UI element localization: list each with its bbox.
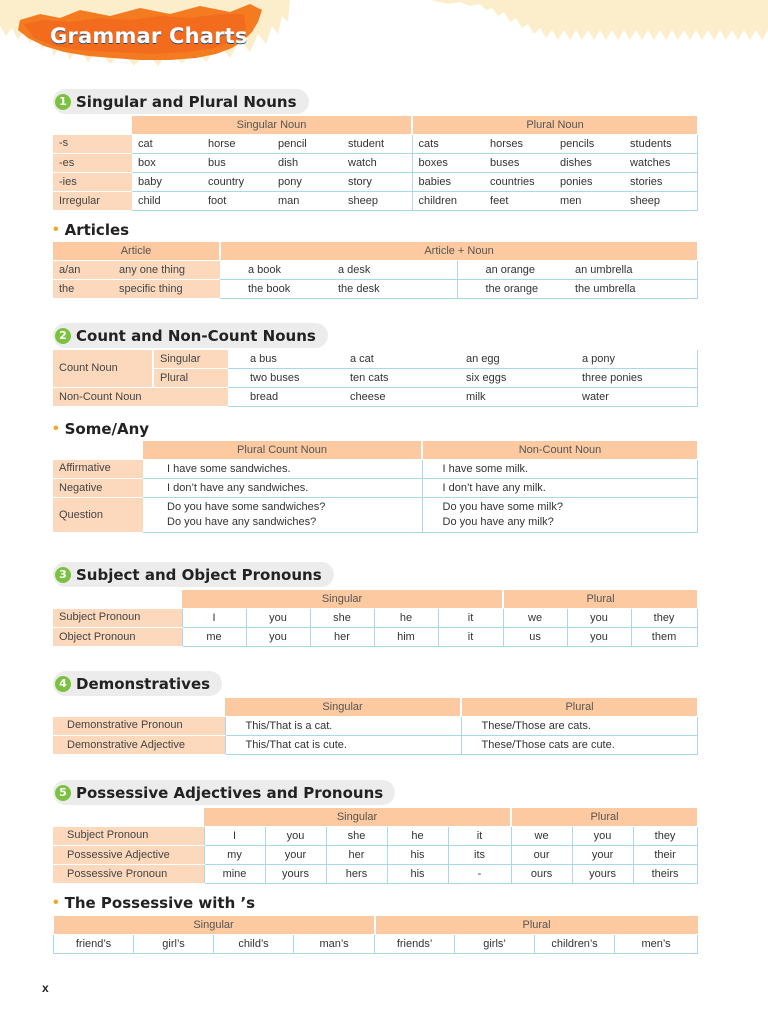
- table-cell: yours: [265, 865, 326, 884]
- table-cell: a bus: [228, 350, 344, 369]
- table-cell: I: [182, 609, 246, 628]
- section-number-badge: 2: [55, 328, 71, 344]
- row-label: Count Noun: [53, 350, 153, 388]
- header-plural: Plural: [503, 590, 697, 609]
- table-cell: you: [246, 609, 310, 628]
- table-cell: the orange: [457, 280, 569, 299]
- table-cell: a cat: [344, 350, 460, 369]
- table-cell: -: [448, 865, 511, 884]
- table-cell: you: [567, 628, 631, 647]
- row-label: -s: [53, 135, 132, 154]
- table-row: [53, 350, 697, 369]
- table-cell: an egg: [460, 350, 576, 369]
- table-cell: the book: [220, 280, 332, 299]
- table-cell: three ponies: [576, 369, 697, 388]
- table-cell: dishes: [554, 154, 624, 173]
- row-label: Demonstrative Adjective: [53, 736, 225, 755]
- table-cell: foot: [202, 192, 272, 211]
- articles-table: [53, 242, 698, 299]
- table-cell: babies: [412, 173, 484, 192]
- demonstratives-table: [53, 698, 698, 755]
- section-number-badge: 5: [55, 785, 71, 801]
- section-heading: [53, 89, 309, 114]
- table-cell: the desk: [332, 280, 457, 299]
- table-cell: These/Those cats are cute.: [461, 736, 697, 755]
- section-title: Singular and Plural Nouns: [76, 92, 297, 111]
- table-cell: stories: [624, 173, 697, 192]
- table-cell: it: [438, 609, 503, 628]
- row-label: -es: [53, 154, 132, 173]
- section-possessive-adjectives-pronouns: [53, 780, 395, 805]
- table-cell: him: [374, 628, 438, 647]
- table-cell: pencil: [272, 135, 342, 154]
- section-number-badge: 4: [55, 676, 71, 692]
- table-cell: ponies: [554, 173, 624, 192]
- table-cell: milk: [460, 388, 576, 407]
- header-plural: Plural: [375, 916, 698, 935]
- table-cell: his: [387, 865, 448, 884]
- table-cell: men: [554, 192, 624, 211]
- table-cell: they: [633, 827, 697, 846]
- section-title: Possessive Adjectives and Pronouns: [76, 783, 384, 802]
- table-row: [53, 736, 697, 755]
- row-description: specific thing: [113, 280, 220, 299]
- table-cell: [422, 498, 697, 533]
- table-cell: we: [511, 827, 572, 846]
- row-label: the: [53, 280, 113, 299]
- table-cell: an umbrella: [569, 261, 697, 280]
- table-cell: child’s: [214, 935, 294, 954]
- subsection-title: Some/Any: [64, 420, 150, 438]
- possessive-table: [53, 808, 698, 884]
- some-any-table: [53, 441, 698, 533]
- header-singular: Singular: [182, 590, 503, 609]
- table-cell: pony: [272, 173, 342, 192]
- table-cell: child: [132, 192, 202, 211]
- table-cell: me: [182, 628, 246, 647]
- header-singular: Singular: [54, 916, 375, 935]
- header-article: Article: [53, 242, 220, 261]
- section-heading: [53, 323, 328, 348]
- table-cell: children’s: [535, 935, 615, 954]
- table-cell: yours: [572, 865, 633, 884]
- section-heading: [53, 671, 222, 696]
- table-row: [53, 609, 697, 628]
- table-row: [53, 388, 697, 407]
- row-label: Irregular: [53, 192, 132, 211]
- table-cell: I have some milk.: [422, 460, 697, 479]
- table-cell: we: [503, 609, 567, 628]
- row-label: Negative: [53, 479, 143, 498]
- table-cell: they: [631, 609, 697, 628]
- subsection-some-any: [53, 418, 149, 440]
- table-row: [53, 154, 697, 173]
- table-cell: it: [438, 628, 503, 647]
- table-cell: girls’: [455, 935, 535, 954]
- row-label: Affirmative: [53, 460, 143, 479]
- table-cell: cheese: [344, 388, 460, 407]
- table-cell: dish: [272, 154, 342, 173]
- bullet-icon: •: [53, 894, 59, 911]
- row-label: Possessive Pronoun: [53, 865, 204, 884]
- table-row: [53, 498, 697, 533]
- table-cell: water: [576, 388, 697, 407]
- table-cell: country: [202, 173, 272, 192]
- section-heading: [53, 780, 395, 805]
- table-cell: story: [342, 173, 412, 192]
- table-cell: two buses: [228, 369, 344, 388]
- subsection-articles: [53, 219, 129, 241]
- table-cell: your: [265, 846, 326, 865]
- table-cell: men’s: [615, 935, 698, 954]
- row-label: -ies: [53, 173, 132, 192]
- header-plural-noun: Plural Noun: [412, 116, 697, 135]
- table-cell: it: [448, 827, 511, 846]
- table-cell: ours: [511, 865, 572, 884]
- bullet-icon: •: [53, 221, 59, 238]
- table-row: [53, 261, 697, 280]
- table-cell: I: [204, 827, 265, 846]
- table-cell: them: [631, 628, 697, 647]
- row-description: any one thing: [113, 261, 220, 280]
- table-cell: bus: [202, 154, 272, 173]
- section-title: Demonstratives: [76, 674, 211, 693]
- table-cell: I have some sandwiches.: [143, 460, 422, 479]
- table-cell: friends’: [375, 935, 455, 954]
- table-cell: us: [503, 628, 567, 647]
- bullet-icon: •: [53, 420, 59, 437]
- table-cell: he: [374, 609, 438, 628]
- table-row: [53, 865, 697, 884]
- table-row: [53, 173, 697, 192]
- header-plural-count-noun: Plural Count Noun: [143, 441, 422, 460]
- table-cell: These/Those are cats.: [461, 717, 697, 736]
- table-row: [53, 135, 697, 154]
- table-cell: watch: [342, 154, 412, 173]
- table-cell: cat: [132, 135, 202, 154]
- table-cell: girl’s: [134, 935, 214, 954]
- table-cell: she: [310, 609, 374, 628]
- section-demonstratives: [53, 671, 222, 696]
- row-sublabel: Plural: [153, 369, 228, 388]
- section-number-badge: 3: [55, 567, 71, 583]
- table-cell: countries: [484, 173, 554, 192]
- row-label: Non-Count Noun: [53, 388, 228, 407]
- table-cell: ten cats: [344, 369, 460, 388]
- table-cell: a pony: [576, 350, 697, 369]
- table-cell: hers: [326, 865, 387, 884]
- table-cell: you: [572, 827, 633, 846]
- table-cell: mine: [204, 865, 265, 884]
- subsection-title: Articles: [64, 221, 130, 239]
- page-title: Grammar Charts: [50, 24, 248, 48]
- header-singular: Singular: [225, 698, 461, 717]
- question-line: Do you have any sandwiches?: [167, 516, 317, 528]
- table-cell: theirs: [633, 865, 697, 884]
- table-cell: students: [624, 135, 697, 154]
- table-cell: baby: [132, 173, 202, 192]
- table-row: [53, 628, 697, 647]
- table-row: [53, 280, 697, 299]
- section-heading: [53, 562, 334, 587]
- row-label: Possessive Adjective: [53, 846, 204, 865]
- row-label: Question: [53, 498, 143, 533]
- table-cell: I don’t have any milk.: [422, 479, 697, 498]
- table-cell: boxes: [412, 154, 484, 173]
- section-count-noncount-nouns: [53, 323, 328, 348]
- section-number-badge: 1: [55, 94, 71, 110]
- table-cell: friend’s: [54, 935, 134, 954]
- table-cell: feet: [484, 192, 554, 211]
- header-non-count-noun: Non-Count Noun: [422, 441, 697, 460]
- table-cell: cats: [412, 135, 484, 154]
- section-title: Subject and Object Pronouns: [76, 565, 322, 584]
- table-cell: your: [572, 846, 633, 865]
- table-cell: I don’t have any sandwiches.: [143, 479, 422, 498]
- section-singular-plural-nouns: [53, 89, 309, 114]
- table-cell: a desk: [332, 261, 457, 280]
- table-cell: children: [412, 192, 484, 211]
- table-cell: she: [326, 827, 387, 846]
- table-cell: buses: [484, 154, 554, 173]
- singular-plural-nouns-table: [53, 116, 698, 211]
- table-cell: its: [448, 846, 511, 865]
- row-label: Demonstrative Pronoun: [53, 717, 225, 736]
- question-line: Do you have some milk?: [442, 501, 563, 513]
- table-row: [53, 192, 697, 211]
- table-cell: he: [387, 827, 448, 846]
- table-cell: you: [265, 827, 326, 846]
- row-label: Subject Pronoun: [53, 827, 204, 846]
- table-cell: you: [567, 609, 631, 628]
- table-cell: watches: [624, 154, 697, 173]
- table-cell: bread: [228, 388, 344, 407]
- table-cell: horses: [484, 135, 554, 154]
- table-cell: her: [310, 628, 374, 647]
- table-cell: pencils: [554, 135, 624, 154]
- row-sublabel: Singular: [153, 350, 228, 369]
- row-label: Subject Pronoun: [53, 609, 182, 628]
- header-plural: Plural: [511, 808, 697, 827]
- subsection-title: The Possessive with ’s: [64, 894, 256, 912]
- table-cell: sheep: [624, 192, 697, 211]
- possessive-s-table: [53, 916, 698, 954]
- table-cell: [143, 498, 422, 533]
- table-cell: This/That cat is cute.: [225, 736, 461, 755]
- table-cell: man: [272, 192, 342, 211]
- row-label: Object Pronoun: [53, 628, 182, 647]
- table-cell: student: [342, 135, 412, 154]
- subsection-possessive-s: [53, 892, 255, 914]
- table-cell: This/That is a cat.: [225, 717, 461, 736]
- table-cell: our: [511, 846, 572, 865]
- table-cell: you: [246, 628, 310, 647]
- table-cell: the umbrella: [569, 280, 697, 299]
- table-row: [53, 460, 697, 479]
- table-cell: man’s: [294, 935, 375, 954]
- table-cell: six eggs: [460, 369, 576, 388]
- table-cell: an orange: [457, 261, 569, 280]
- count-noncount-table: [53, 350, 698, 407]
- section-title: Count and Non-Count Nouns: [76, 326, 316, 345]
- question-line: Do you have any milk?: [442, 516, 554, 528]
- table-row: [53, 479, 697, 498]
- table-row: [53, 717, 697, 736]
- page-number: x: [42, 981, 49, 995]
- section-subject-object-pronouns: [53, 562, 334, 587]
- table-cell: their: [633, 846, 697, 865]
- table-row: [53, 846, 697, 865]
- question-line: Do you have some sandwiches?: [167, 501, 326, 513]
- table-cell: her: [326, 846, 387, 865]
- table-cell: his: [387, 846, 448, 865]
- row-label: a/an: [53, 261, 113, 280]
- header-article-noun: Article + Noun: [220, 242, 697, 261]
- table-row: [54, 935, 698, 954]
- table-cell: box: [132, 154, 202, 173]
- table-row: [53, 827, 697, 846]
- header-plural: Plural: [461, 698, 697, 717]
- header-singular-noun: Singular Noun: [132, 116, 412, 135]
- header-singular: Singular: [204, 808, 511, 827]
- table-cell: sheep: [342, 192, 412, 211]
- table-cell: my: [204, 846, 265, 865]
- pronouns-table: [53, 590, 698, 647]
- table-cell: a book: [220, 261, 332, 280]
- table-cell: horse: [202, 135, 272, 154]
